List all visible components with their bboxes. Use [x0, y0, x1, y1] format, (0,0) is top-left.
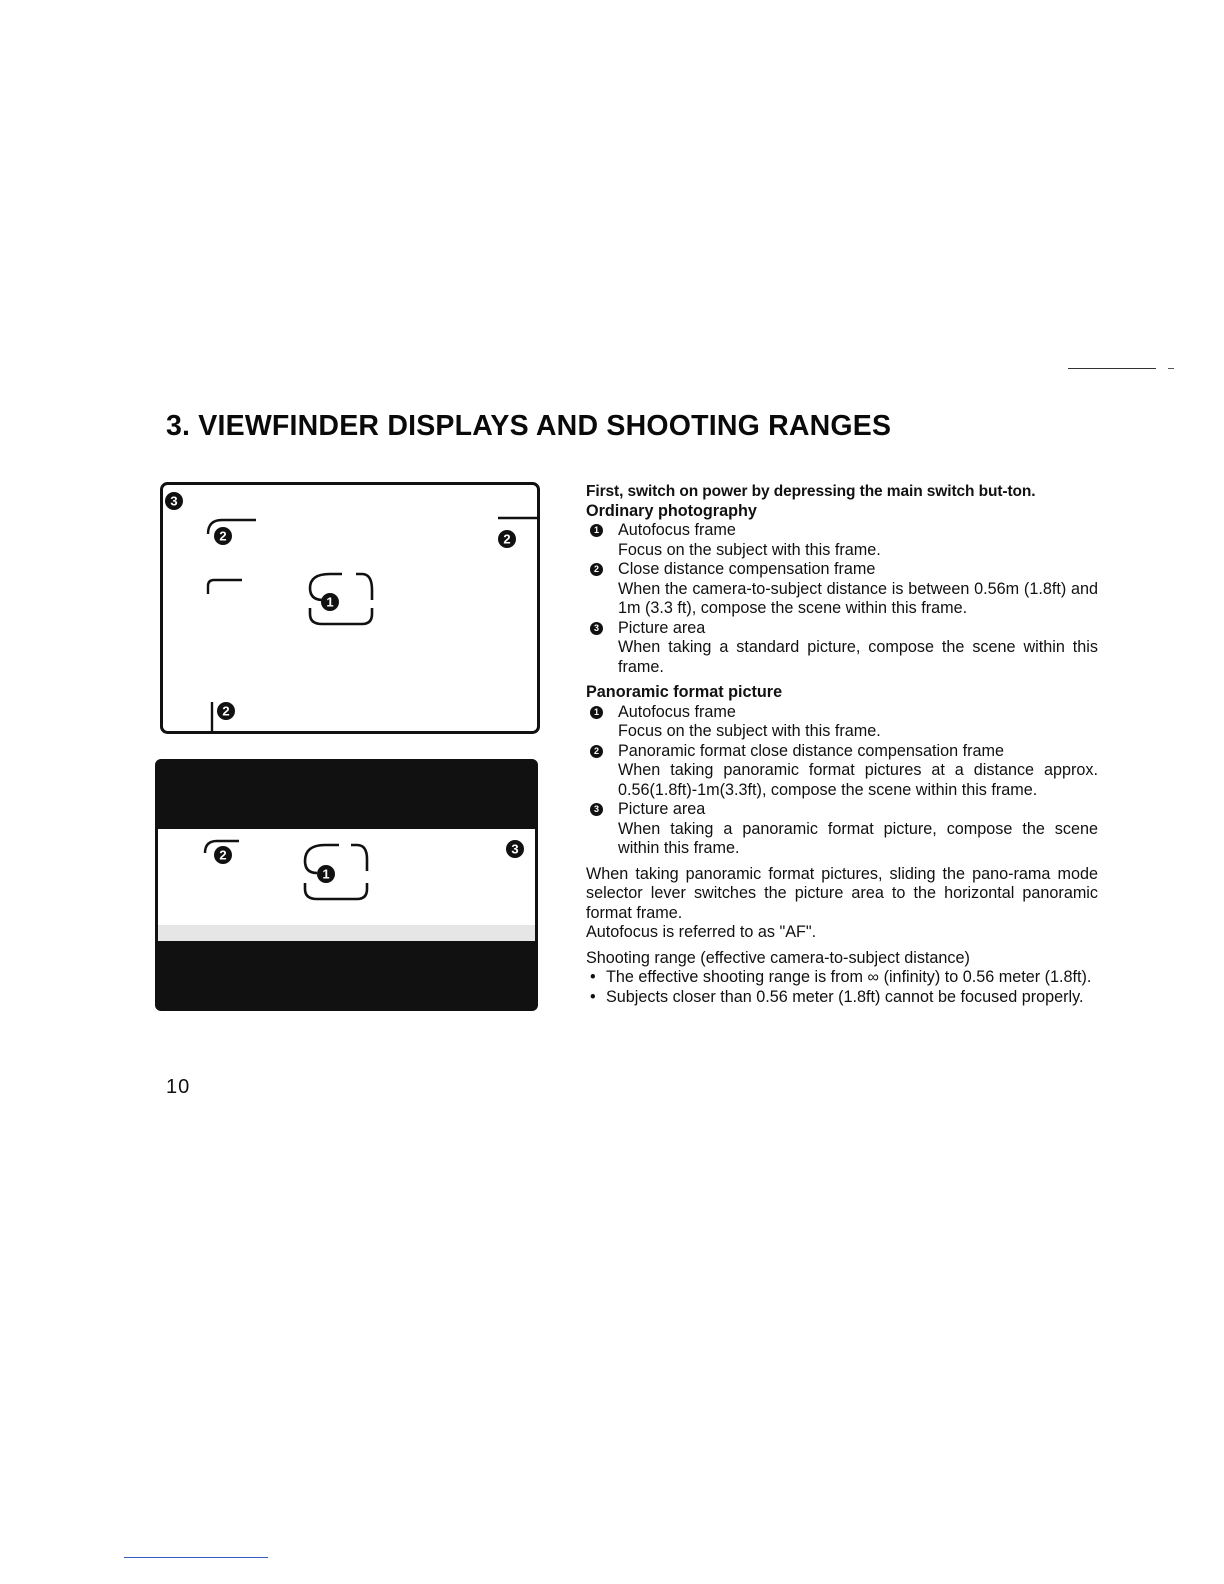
badge-close-left: [214, 846, 232, 864]
badge-picture-area: [506, 840, 524, 858]
badge-close-top-left: [214, 527, 232, 545]
item-title: Autofocus frame: [618, 702, 736, 721]
scan-artifact-line: [1068, 368, 1156, 369]
item-title: Autofocus frame: [618, 521, 736, 539]
instructions-column: [586, 482, 1098, 1007]
ordinary-item: [586, 521, 1098, 560]
scan-artifact-dash: [1168, 368, 1174, 369]
panoramic-heading: Panoramic format picture: [586, 683, 783, 701]
svg-text:3: 3: [170, 493, 178, 509]
svg-text:2: 2: [219, 847, 227, 863]
number-badge: 3: [590, 622, 603, 635]
shooting-range-heading: Shooting range (effective camera-to-subject distance): [586, 948, 970, 967]
page-title: 3. VIEWFINDER DISPLAYS AND SHOOTING RANGES: [166, 410, 892, 442]
viewfinder-ordinary-figure: [160, 482, 540, 734]
svg-text:2: 2: [503, 531, 511, 547]
item-title: Panoramic format close distance compensation frame: [618, 741, 1004, 760]
item-description: Focus on the subject with this frame.: [618, 722, 881, 740]
number-badge: 1: [590, 706, 603, 719]
intro-text: First, switch on power by depressing the main switch but-ton.: [586, 483, 1036, 500]
ordinary-heading: Ordinary photography: [586, 501, 757, 520]
ordinary-item: [586, 619, 1098, 678]
svg-text:2: 2: [222, 703, 230, 719]
number-badge: 1: [590, 524, 603, 537]
svg-text:1: 1: [326, 594, 334, 610]
shooting-range-bullet: • Subjects closer than 0.56 meter (1.8ft) cannot be focused properly.: [586, 988, 1098, 1008]
item-description: When taking panoramic format pictures at a distance approx. 0.56(1.8ft)-1m(3.3ft), compose the scene within this frame.: [618, 761, 1098, 799]
shooting-range-bullet: • The effective shooting range is from ∞ (infinity) to 0.56 meter (1.8ft).: [586, 968, 1098, 988]
number-badge: 2: [590, 745, 603, 758]
panoramic-item: [586, 703, 1098, 742]
number-badge: 2: [590, 563, 603, 576]
panoramic-item: [586, 800, 1098, 859]
viewfinder-panoramic-figure: [155, 759, 538, 1011]
item-description: When taking a standard picture, compose the scene within this frame.: [618, 638, 1098, 676]
item-title: Picture area: [618, 618, 706, 637]
item-description: When the camera-to-subject distance is between 0.56m (1.8ft) and 1m (3.3 ft), compose the scene within this frame.: [618, 579, 1098, 617]
viewfinder-panoramic-diagram: [155, 759, 538, 1011]
item-description: Focus on the subject with this frame.: [618, 540, 881, 559]
badge-autofocus: [317, 865, 335, 883]
item-title: Close distance compensation frame: [618, 560, 876, 578]
badge-autofocus: [321, 593, 339, 611]
panoramic-item: [586, 742, 1098, 801]
panorama-note: When taking panoramic format pictures, sliding the pano-rama mode selector lever switches the picture area to the horizontal panoramic format frame.: [586, 864, 1098, 922]
item-title: Picture area: [618, 800, 706, 818]
badge-picture-area: [165, 492, 183, 510]
scan-artifact-line: [124, 1557, 268, 1558]
af-note: Autofocus is referred to as "AF".: [586, 923, 817, 941]
badge-close-top-right: [498, 530, 516, 548]
viewfinder-ordinary-diagram: [160, 482, 540, 734]
ordinary-item: [586, 560, 1098, 619]
page-number: 10: [166, 1076, 191, 1098]
number-badge: 3: [590, 803, 603, 816]
svg-text:1: 1: [322, 866, 330, 882]
svg-text:3: 3: [511, 841, 519, 857]
item-description: When taking a panoramic format picture, compose the scene within this frame.: [618, 819, 1098, 857]
svg-text:2: 2: [219, 528, 227, 544]
badge-close-bottom-left: [217, 702, 235, 720]
